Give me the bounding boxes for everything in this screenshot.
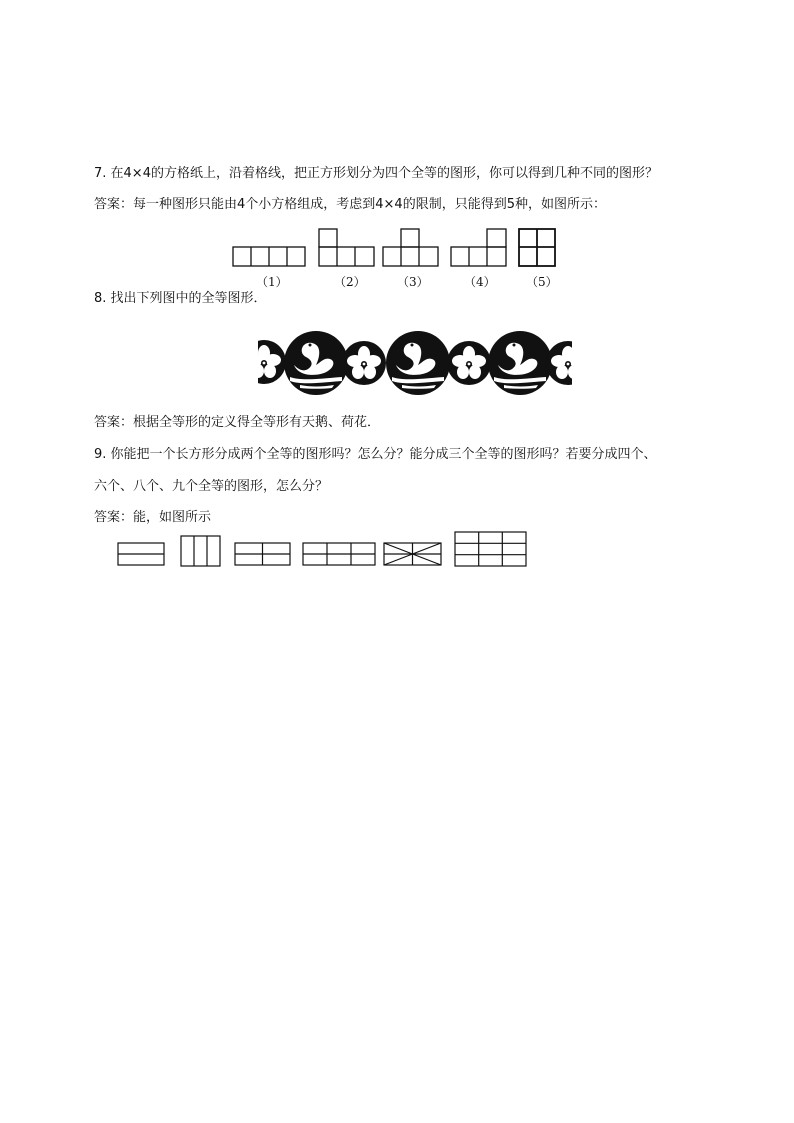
rect-6-parts: [303, 543, 375, 565]
rect-9-parts: [455, 532, 526, 566]
caption-3: （3）: [397, 275, 429, 289]
lotus-partial-right: [546, 341, 572, 385]
swan-3: [488, 331, 552, 395]
rect-3-parts: [181, 536, 220, 566]
shape-4-l-mirror: [451, 229, 506, 266]
shape-1-straight: [233, 247, 305, 266]
q8-answer: 答案：根据全等形的定义得全等形有天鹅、荷花．: [94, 415, 381, 430]
shape-5-square: [519, 229, 555, 266]
q9-question-line-1: 9. 你能把一个长方形分成两个全等的图形吗？怎么分？能分成三个全等的图形吗？若要分成四个、: [94, 447, 657, 462]
q7-question: 7. 在4×4的方格纸上，沿着格线，把正方形划分为四个全等的图形，你可以得到几种不同的图形？: [94, 166, 658, 181]
swan-2: [386, 331, 450, 395]
caption-5: （5）: [526, 275, 558, 289]
lotus-1: [342, 341, 386, 385]
q7-answer: 答案：每一种图形只能由4个小方格组成，考虑到4×4的限制，只能得到5种，如图所示：: [94, 197, 606, 212]
q8-question: 8. 找出下列图中的全等图形．: [94, 291, 267, 306]
lotus-2: [447, 341, 491, 385]
caption-2: （2）: [334, 275, 366, 289]
swan-1: [284, 331, 348, 395]
rectangle-division-figures: [0, 520, 794, 580]
lotus-partial-left: [258, 340, 286, 384]
shape-3-t: [383, 229, 438, 266]
rect-2-parts: [118, 543, 164, 565]
caption-1: （1）: [256, 275, 288, 289]
tetromino-figures: [0, 0, 794, 300]
rect-8-parts: [384, 543, 441, 565]
rect-4-parts: [235, 543, 290, 565]
q9-question-line-2: 六个、八个、九个全等的图形，怎么分？: [94, 479, 329, 494]
shape-2-l: [319, 229, 374, 266]
swan-lotus-border-figure: [258, 330, 572, 396]
caption-4: （4）: [464, 275, 496, 289]
q9-answer: 答案：能，如图所示: [94, 510, 212, 525]
